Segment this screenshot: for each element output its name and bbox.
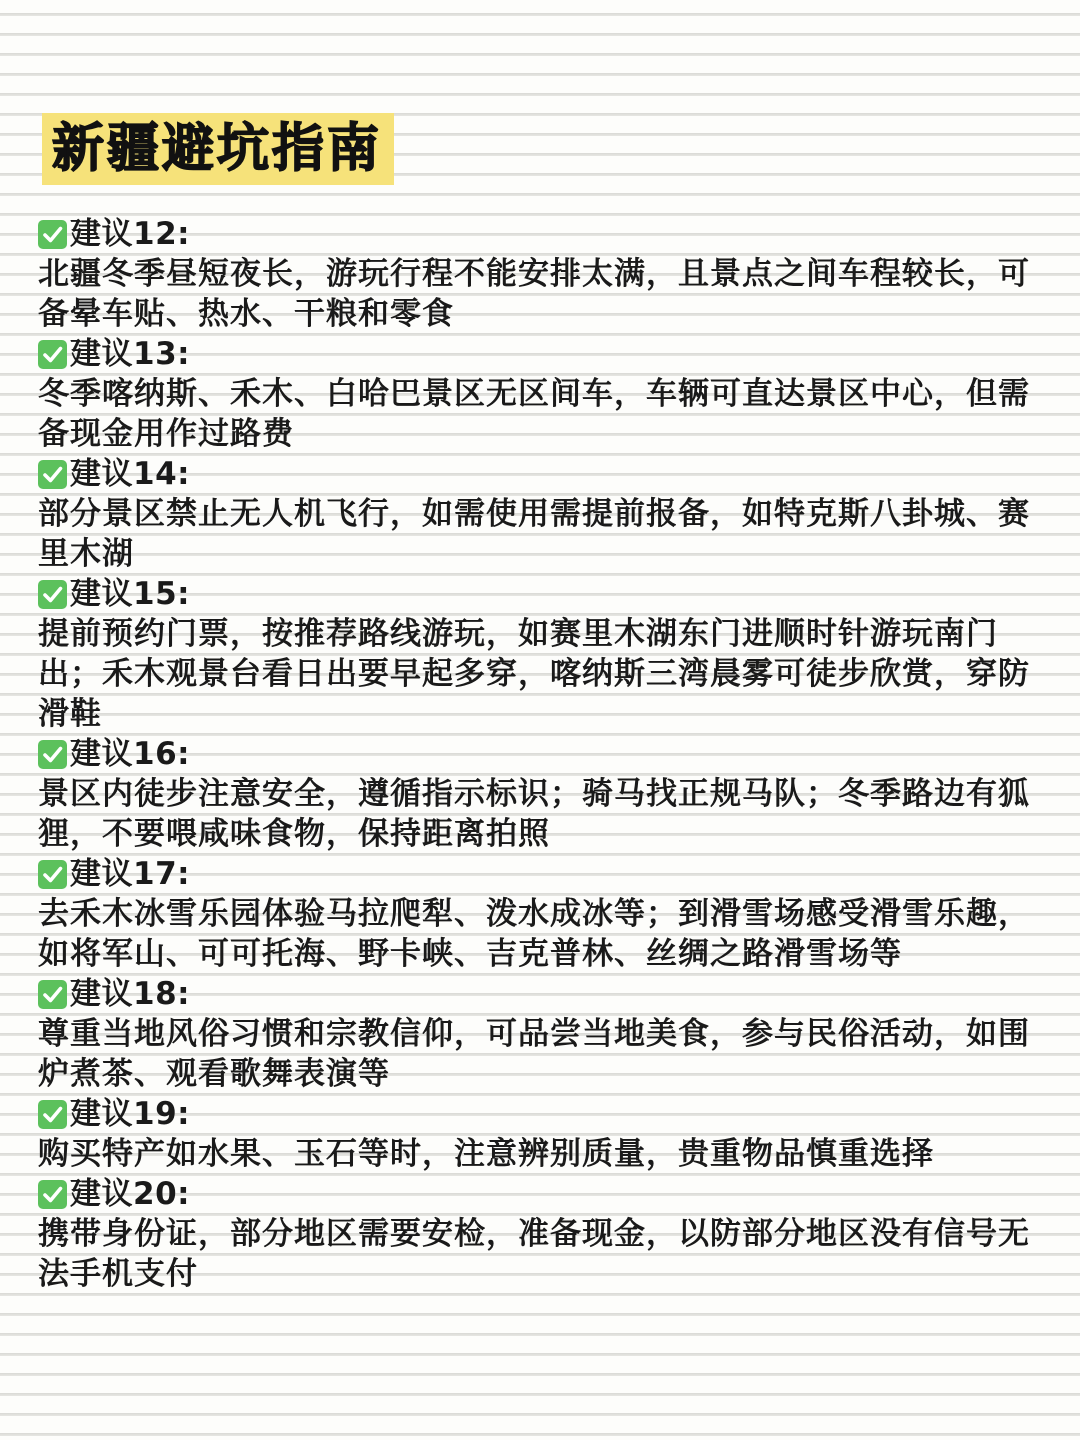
page-title: 新疆避坑指南 <box>52 119 383 179</box>
tip-heading <box>38 1174 1048 1214</box>
title-highlight <box>42 113 394 185</box>
tip-body: 去禾木冰雪乐园体验马拉爬犁、泼水成冰等；到滑雪场感受滑雪乐趣，如将军山、可可托海、野卡峡、吉克普林、丝绸之路滑雪场等 <box>38 896 1030 972</box>
check-box-icon <box>38 1100 67 1129</box>
tip-heading <box>38 214 1048 254</box>
tip-item <box>38 854 1048 974</box>
check-box-icon <box>38 580 67 609</box>
tip-label: 建议12: <box>70 216 191 252</box>
tip-body: 冬季喀纳斯、禾木、白哈巴景区无区间车，车辆可直达景区中心，但需备现金用作过路费 <box>38 376 1030 452</box>
tip-label: 建议19: <box>70 1096 191 1132</box>
tip-heading <box>38 974 1048 1014</box>
tip-item <box>38 974 1048 1094</box>
tip-heading <box>38 454 1048 494</box>
tip-heading <box>38 574 1048 614</box>
tip-label: 建议20: <box>70 1176 191 1212</box>
check-box-icon <box>38 220 67 249</box>
tip-label: 建议14: <box>70 456 191 492</box>
tip-item <box>38 574 1048 734</box>
tip-heading <box>38 334 1048 374</box>
tip-label: 建议18: <box>70 976 191 1012</box>
tips-list <box>38 214 1048 1294</box>
tip-item <box>38 1174 1048 1294</box>
tip-body: 部分景区禁止无人机飞行，如需使用需提前报备，如特克斯八卦城、赛里木湖 <box>38 496 1030 572</box>
tip-body: 购买特产如水果、玉石等时，注意辨别质量，贵重物品慎重选择 <box>38 1136 934 1172</box>
check-box-icon <box>38 860 67 889</box>
tip-label: 建议17: <box>70 856 191 892</box>
tip-body: 北疆冬季昼短夜长，游玩行程不能安排太满，且景点之间车程较长，可备晕车贴、热水、干粮和零食 <box>38 256 1030 332</box>
check-box-icon <box>38 740 67 769</box>
tip-item <box>38 214 1048 334</box>
tip-body: 景区内徒步注意安全，遵循指示标识；骑马找正规马队；冬季路边有狐狸，不要喂咸味食物，保持距离拍照 <box>38 776 1030 852</box>
tip-item <box>38 734 1048 854</box>
tip-item <box>38 454 1048 574</box>
tip-heading <box>38 1094 1048 1134</box>
tip-body: 提前预约门票，按推荐路线游玩，如赛里木湖东门进顺时针游玩南门出；禾木观景台看日出要早起多穿，喀纳斯三湾晨雾可徒步欣赏，穿防滑鞋 <box>38 616 1030 732</box>
tip-item <box>38 1094 1048 1174</box>
check-box-icon <box>38 340 67 369</box>
tip-body: 尊重当地风俗习惯和宗教信仰，可品尝当地美食，参与民俗活动，如围炉煮茶、观看歌舞表演等 <box>38 1016 1030 1092</box>
tip-heading <box>38 854 1048 894</box>
tip-heading <box>38 734 1048 774</box>
check-box-icon <box>38 980 67 1009</box>
tip-label: 建议13: <box>70 336 191 372</box>
check-box-icon <box>38 460 67 489</box>
check-box-icon <box>38 1180 67 1209</box>
tip-label: 建议15: <box>70 576 191 612</box>
tip-item <box>38 334 1048 454</box>
tip-body: 携带身份证，部分地区需要安检，准备现金，以防部分地区没有信号无法手机支付 <box>38 1216 1030 1292</box>
tip-label: 建议16: <box>70 736 191 772</box>
